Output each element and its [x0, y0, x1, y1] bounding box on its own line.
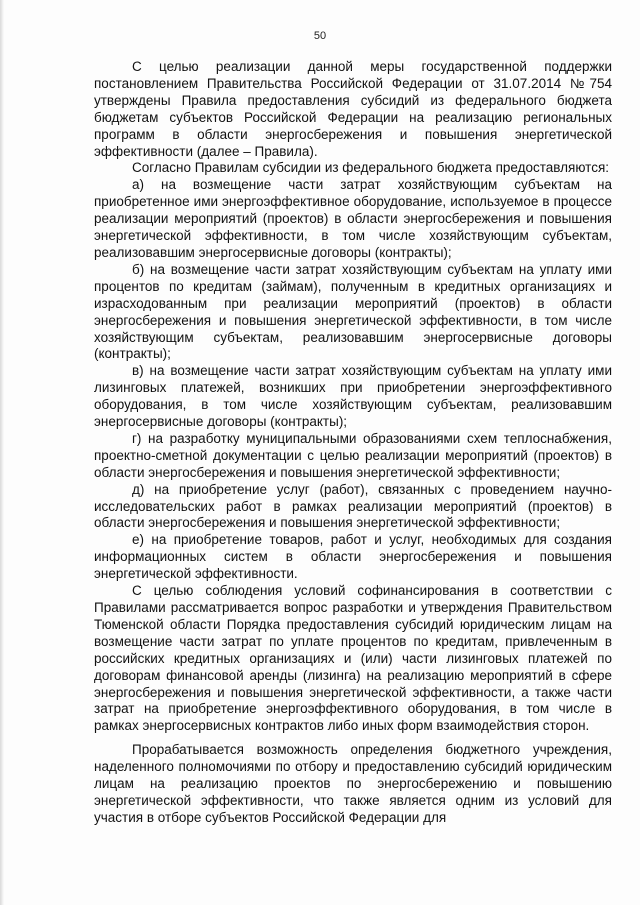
scan-edge-shadow — [0, 0, 4, 905]
paragraph-item-a: а) на возмещение части затрат хозяйствующим субъектам на приобретенное ими энергоэффективное оборудование, используемое в процессе реализации мероприятий (проектов) в области энергосбережения и повышения энергетической эффективности, в том числе хозяйствующим субъектам, реализовавшим энергосервисные договоры (контракты); — [94, 177, 612, 260]
document-body — [94, 59, 612, 827]
paragraph-item-v: в) на возмещение части затрат хозяйствующим субъектам на уплату ими лизинговых платежей, возникших при приобретении энергоэффективного оборудования, в том числе хозяйствующим субъектам, реализовавшим энергосервисные договоры (контракты); — [94, 363, 612, 430]
paragraph-item-e: е) на приобретение товаров, работ и услуг, необходимых для создания информационных систем в области энергосбережения и повышения энергетической эффективности. — [94, 532, 612, 582]
paragraph-budget-institution: Прорабатывается возможность определения бюджетного учреждения, наделенного полномочиями по отбору и предоставлению субсидий юридическим лицам на реализацию проектов по энергосбережению и повышению энергетической эффективности, что также является одним из условий для участия в отборе субъектов Российской Федерации для — [94, 742, 612, 825]
paragraph-item-b: б) на возмещение части затрат хозяйствующим субъектам на уплату ими процентов по кредитам (займам), полученным в кредитных организациях и израсходованным при реализации мероприятий (проектов) в области энергосбережения и повышения энергетической эффективности, в том числе хозяйствующим субъектам, реализовавшим энергосервисные договоры (контракты); — [94, 261, 612, 362]
paragraph-subsidies-lead: Согласно Правилам субсидии из федерального бюджета предоставляются: — [132, 160, 610, 176]
page-number: 50 — [313, 30, 327, 42]
paragraph-item-d: д) на приобретение услуг (работ), связанных с проведением научно-исследовательских работ в рамках реализации мероприятий (проектов) в области энергосбережения и повышения энергетической эффективности; — [94, 481, 612, 531]
paragraph-intro: С целью реализации данной меры государственной поддержки постановлением Правительства Российской Федерации от 31.07.2014 №754 утверждены Правила предоставления субсидий из федерального бюджета бюджетам субъектов Российской Федерации на реализацию региональных программ в области энергосбережения и повышения энергетической эффективности (далее – Правила). — [94, 59, 612, 159]
paragraph-cofinancing: С целью соблюдения условий софинансирования в соответствии с Правилами рассматривается вопрос разработки и утверждения Правительством Тюменской области Порядка предоставления субсидий юридическим лицам на возмещение части затрат по уплате процентов по кредитам, привлеченным в российских кредитных организациях и (или) части лизинговых платежей по договорам финансовой аренды (лизинга) на реализацию мероприятий в сфере энергосбережения и повышения энергетической эффективности, а также части затрат на приобретение энергоэффективного оборудования, в том числе в рамках энергосервисных контрактов либо иных форм взаимодействия сторон. — [94, 583, 612, 734]
paragraph-item-g: г) на разработку муниципальными образованиями схем теплоснабжения, проектно-сметной документации с целью реализации мероприятий (проектов) в области энергосбережения и повышения энергетической эффективности; — [94, 430, 612, 480]
